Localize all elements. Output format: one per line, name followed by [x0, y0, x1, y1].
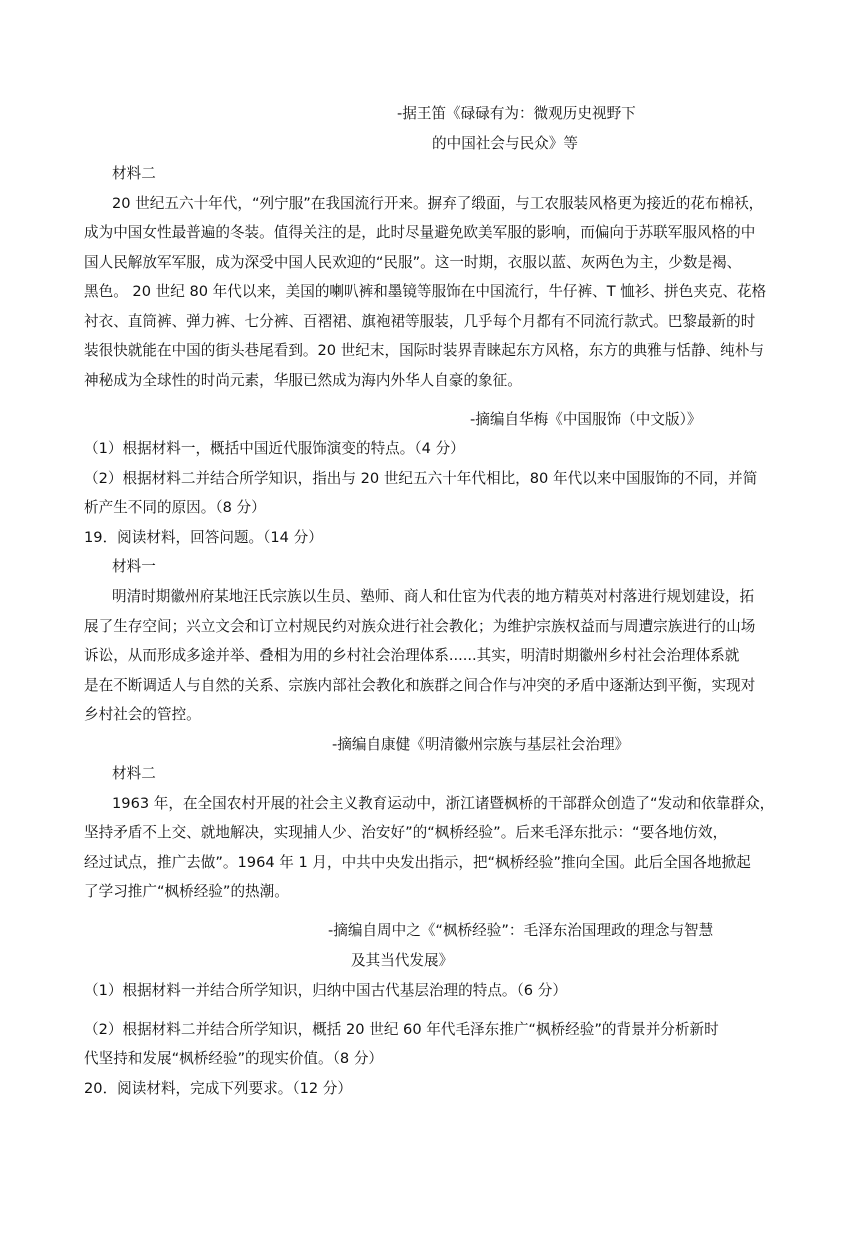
paragraph-line: 1963 年，在全国农村开展的社会主义教育运动中，浙江诸暨枫桥的干部群众创造了“发动和依靠群众，	[112, 795, 775, 812]
source-line: 及其当代发展》	[351, 952, 454, 969]
paragraph-line: 是在不断调适人与自然的关系、宗族内部社会教化和族群之间合作与冲突的矛盾中逐渐达到平衡，实现对	[84, 677, 756, 694]
material-heading: 材料二	[112, 165, 156, 182]
paragraph-line: 展了生存空间；兴立文会和订立村规民约对族众进行社会教化；为维护宗族权益而与周遭宗族进行的山场	[84, 618, 756, 635]
paragraph-line: 诉讼，从而形成多途并举、叠相为用的乡村社会治理体系......其实，明清时期徽州乡村社会治理体系就	[84, 647, 740, 664]
paragraph-line: 成为中国女性最普遍的冬装。值得关注的是，此时尽量避免欧美军服的影响，而偏向于苏联军服风格的中	[84, 224, 756, 241]
paragraph-line: 衬衣、直筒裤、弹力裤、七分裤、百褶裙、旗袍裙等服装，几乎每个月都有不同流行款式。巴黎最新的时	[84, 313, 756, 330]
paragraph-line: 经过试点，推广去做”。1964 年 1 月，中共中央发出指示，把“枫桥经验”推向全国。此后全国各地掀起	[84, 854, 751, 871]
question-heading: 20．阅读材料，完成下列要求。（12 分）	[84, 1080, 352, 1097]
question-line: （1）根据材料一并结合所学知识，归纳中国古代基层治理的特点。（6 分）	[84, 982, 567, 999]
material-heading: 材料二	[112, 765, 156, 782]
question-line: （2）根据材料二并结合所学知识，概括 20 世纪 60 年代毛泽东推广“枫桥经验”的背景并分析新时	[84, 1021, 719, 1038]
source-line: -摘编自康健《明清徽州宗族与基层社会治理》	[332, 736, 630, 753]
paragraph-line: 明清时期徽州府某地汪氏宗族以生员、塾师、商人和仕宦为代表的地方精英对村落进行规划建设，拓	[112, 588, 755, 605]
paragraph-line: 乡村社会的管控。	[84, 706, 201, 723]
question-heading: 19．阅读材料，回答问题。（14 分）	[84, 529, 323, 546]
source-line: 的中国社会与民众》等	[432, 135, 578, 152]
material-heading: 材料一	[112, 558, 156, 575]
source-line: -据王笛《碌碌有为：微观历史视野下	[397, 105, 636, 122]
paragraph-line: 神秘成为全球性的时尚元素，华服已然成为海内外华人自豪的象征。	[84, 372, 522, 389]
paragraph-line: 了学习推广“枫桥经验”的热潮。	[84, 883, 289, 900]
paragraph-line: 国人民解放军军服，成为深受中国人民欢迎的“民服”。这一时期，衣服以蓝、灰两色为主，少数是褐、	[84, 254, 742, 271]
paragraph-line: 20 世纪五六十年代，“列宁服”在我国流行开来。摒弃了缎面，与工农服装风格更为接近的花布棉袄，	[112, 195, 764, 212]
paragraph-line: 黑色。 20 世纪 80 年代以来，美国的喇叭裤和墨镜等服饰在中国流行，牛仔裤、T 恤衫、拼色夹克、花格	[84, 283, 767, 300]
question-line: （1）根据材料一，概括中国近代服饰演变的特点。（4 分）	[84, 440, 465, 457]
question-line: 析产生不同的原因。（8 分）	[84, 499, 266, 516]
source-line: -摘编自华梅《中国服饰（中文版）》	[470, 411, 702, 428]
question-line: （2）根据材料二并结合所学知识，指出与 20 世纪五六十年代相比，80 年代以来中国服饰的不同，并简	[84, 470, 758, 487]
source-line: -摘编自周中之《“枫桥经验”：毛泽东治国理政的理念与智慧	[328, 922, 714, 939]
question-line: 代坚持和发展“枫桥经验”的现实价值。（8 分）	[84, 1050, 384, 1067]
paragraph-line: 坚持矛盾不上交、就地解决，实现捕人少、治安好”的“枫桥经验”。后来毛泽东批示：“要各地仿效，	[84, 824, 728, 841]
paragraph-line: 装很快就能在中国的街头巷尾看到。20 世纪末，国际时装界青睐起东方风格，东方的典雅与恬静、纯朴与	[84, 342, 764, 359]
